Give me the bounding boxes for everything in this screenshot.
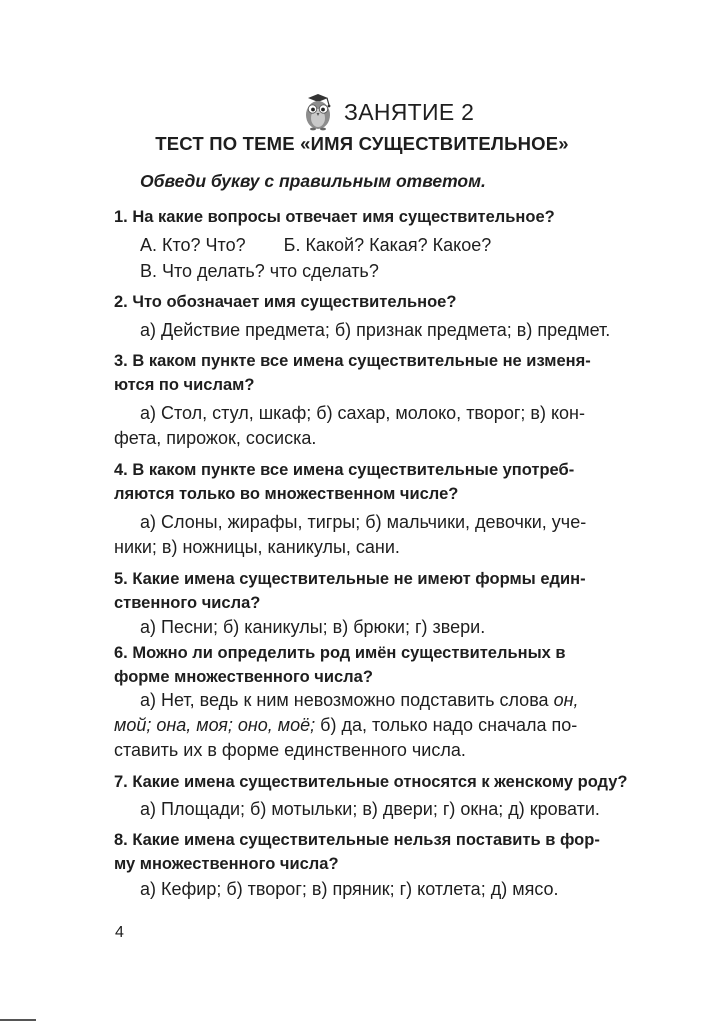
- question-4-line2: ляются только во множественном числе?: [114, 485, 459, 503]
- instruction: Обведи букву с правильным ответом.: [140, 171, 486, 191]
- question-6-line2: форме множественного числа?: [114, 668, 373, 686]
- answer-7: а) Площади; б) мотыльки; в) двери; г) окна; д) кровати.: [140, 799, 600, 819]
- owl-graduate-icon: [300, 93, 336, 131]
- answer-6-line2: [114, 712, 662, 738]
- question-1: 1. На какие вопросы отвечает имя существительное?: [114, 208, 555, 226]
- answer-6-line2-text: б) да, только надо сначала по-: [315, 715, 578, 735]
- answer-6-line1-italic: он,: [553, 690, 579, 710]
- answer-6-line2-italic: мой; она, моя; оно, моё;: [114, 715, 316, 735]
- test-title: ТЕСТ ПО ТЕМЕ «ИМЯ СУЩЕСТВИТЕЛЬНОЕ»: [155, 133, 569, 154]
- answer-3-line1: а) Стол, стул, шкаф; б) сахар, молоко, творог; в) кон-: [140, 403, 585, 423]
- question-3-line2: ются по числам?: [114, 376, 255, 394]
- answer-3-line2: фета, пирожок, сосиска.: [114, 428, 317, 448]
- question-2: 2. Что обозначает имя существительное?: [114, 293, 457, 311]
- answer-1-line1: [114, 232, 662, 258]
- option-1-c: В. Что делать? что сделать?: [140, 261, 379, 281]
- question-7: 7. Какие имена существительные относятся к женскому роду?: [114, 773, 628, 791]
- question-6-line1: 6. Можно ли определить род имён существительных в: [114, 644, 566, 662]
- option-1-b: Б. Какой? Какая? Какое?: [283, 235, 492, 255]
- lesson-title: ЗАНЯТИЕ 2: [344, 98, 475, 125]
- answer-6-line1-text: а) Нет, ведь к ним невозможно подставить слова: [140, 690, 554, 710]
- question-8-line1: 8. Какие имена существительные нельзя поставить в фор-: [114, 831, 600, 849]
- answer-8: а) Кефир; б) творог; в) пряник; г) котлета; д) мясо.: [140, 879, 559, 899]
- question-5-line1: 5. Какие имена существительные не имеют формы един-: [114, 570, 586, 588]
- answer-6-line3: ставить их в форме единственного числа.: [114, 740, 466, 760]
- answer-4-line1: а) Слоны, жирафы, тигры; б) мальчики, девочки, уче-: [140, 512, 587, 532]
- answer-5: а) Песни; б) каникулы; в) брюки; г) звери.: [140, 617, 486, 637]
- option-1-a: А. Кто? Что?: [140, 235, 246, 255]
- answer-4-line2: ники; в) ножницы, каникулы, сани.: [114, 537, 400, 557]
- margin-line: [0, 1019, 36, 1021]
- question-8-line2: му множественного числа?: [114, 855, 339, 873]
- question-3-line1: 3. В каком пункте все имена существительные не изменя-: [114, 352, 591, 370]
- question-5-line2: ственного числа?: [114, 594, 261, 612]
- question-4-line1: 4. В каком пункте все имена существительные употреб-: [114, 461, 575, 479]
- lesson-heading: [300, 92, 474, 132]
- answer-6-line1: [114, 687, 662, 713]
- page-number: 4: [115, 924, 124, 941]
- answer-2: а) Действие предмета; б) признак предмета; в) предмет.: [140, 320, 611, 340]
